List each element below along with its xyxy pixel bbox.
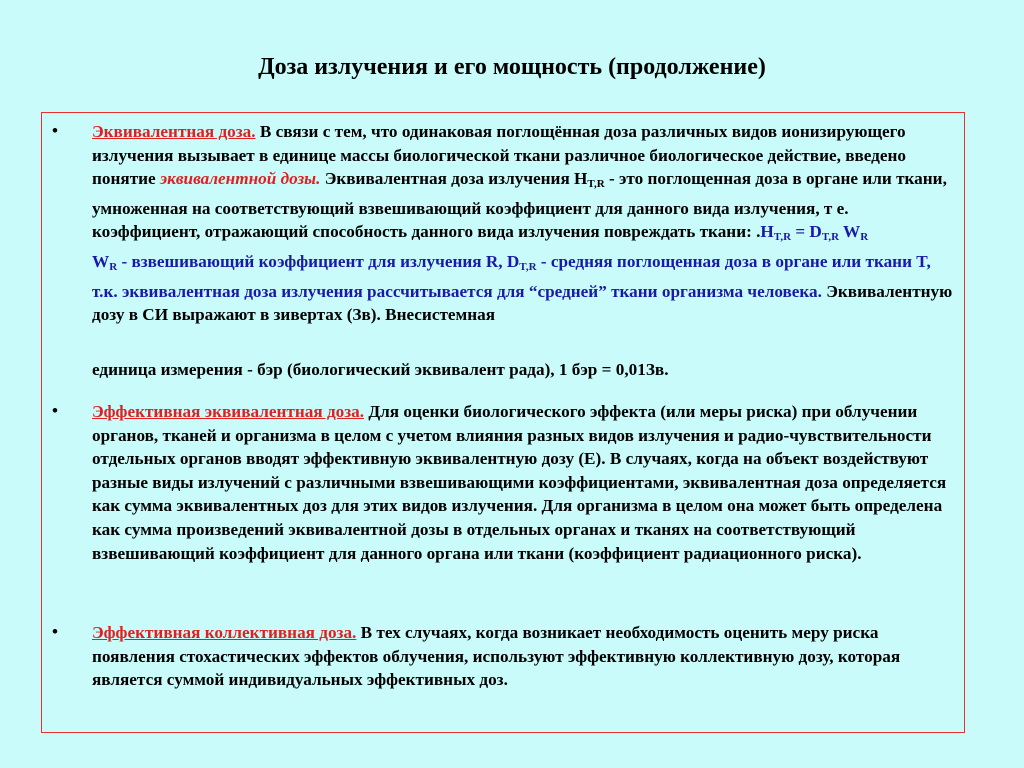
- bullet-marker: •: [52, 121, 58, 140]
- bullet-marker: •: [52, 401, 58, 420]
- formula-equals-d: = D: [791, 222, 822, 242]
- section3-text: В тех случаях, когда возникает необходимость оценить меру риска появления стохастических эффектов облучения, используют эффективную коллективную дозу, которая является суммой индивидуальных эффективных доз.: [92, 623, 901, 690]
- term-effective-equivalent-dose: Эффективная эквивалентная доза.: [92, 402, 365, 421]
- section1-text-2: Эквивалентная доза излучения H: [320, 169, 588, 189]
- formula-sub-r: R: [860, 231, 869, 244]
- section-equivalent-dose: [92, 120, 960, 327]
- section1-text-3: - это поглощенная доза в органе или ткани, умноженная на соответствующий взвешивающий коэффициент для данного вида излучения, т е. коэффициент, отражающий способность данного вида излучения повреждать ткани: .: [92, 169, 947, 242]
- section1-unit-line: единица измерения - бэр (биологический эквивалент рада), 1 бэр = 0,01Зв.: [92, 360, 669, 379]
- dtr-text: - средняя поглощенная доза в органе или ткани T, т.к. эквивалентная доза излучения рассчитывается для “средней” ткани организма человека.: [92, 251, 931, 301]
- formula-w: W: [839, 222, 861, 242]
- formula-h: H: [760, 222, 774, 242]
- term-effective-collective-dose: Эффективная коллективная доза.: [92, 623, 357, 642]
- term-equivalent-dose-italic: эквивалентной дозы.: [159, 169, 321, 189]
- section1-text-1: В связи с тем, что одинаковая поглощённая доза различных видов ионизирующего излучения вызывает в единице массы биологической ткани различное биологическое действие, введено понятие: [92, 122, 907, 189]
- wr-sub-r: R: [109, 260, 118, 273]
- section-effective-equivalent-dose: [92, 400, 960, 565]
- section1-text-4: Эквивалентную дозу в СИ выражают в зивертах (Зв). Внесистемная: [92, 281, 953, 325]
- dtr-sub-tr: T,R: [519, 260, 537, 273]
- section-effective-collective-dose: [92, 621, 960, 692]
- wr-text: - взвешивающий коэффициент для излучения R, D: [117, 251, 520, 271]
- wr-w: W: [92, 251, 110, 271]
- formula-sub-tr-2: T,R: [821, 231, 840, 244]
- wr-definition: [92, 252, 931, 301]
- formula-sub-tr-1: T,R: [773, 231, 792, 244]
- slide-title: Доза излучения и его мощность (продолжение): [258, 54, 766, 80]
- section2-text: Для оценки биологического эффекта (или меры риска) при облучении органов, тканей и организма в целом с учетом влияния разных видов излучения и радио-чувствительности отдельных органов вводят эффективную эквивалентную дозу (Е). В случаях, когда на объект воздействуют разные виды излучений с различными взвешивающими коэффициентами, эквивалентная доза определяется как сумма эквивалентных доз для этих видов излучения. Для организма в целом она может быть определена как сумма произведений эквивалентной дозы в отдельных органах и тканях на соответствующий взвешивающий коэффициент для данного органа или ткани (коэффициент радиационного риска).: [92, 402, 947, 563]
- term-equivalent-dose: Эквивалентная доза.: [92, 122, 256, 141]
- formula: [760, 222, 869, 244]
- subscript-tr: T,R: [587, 178, 605, 191]
- bullet-marker: •: [52, 622, 58, 641]
